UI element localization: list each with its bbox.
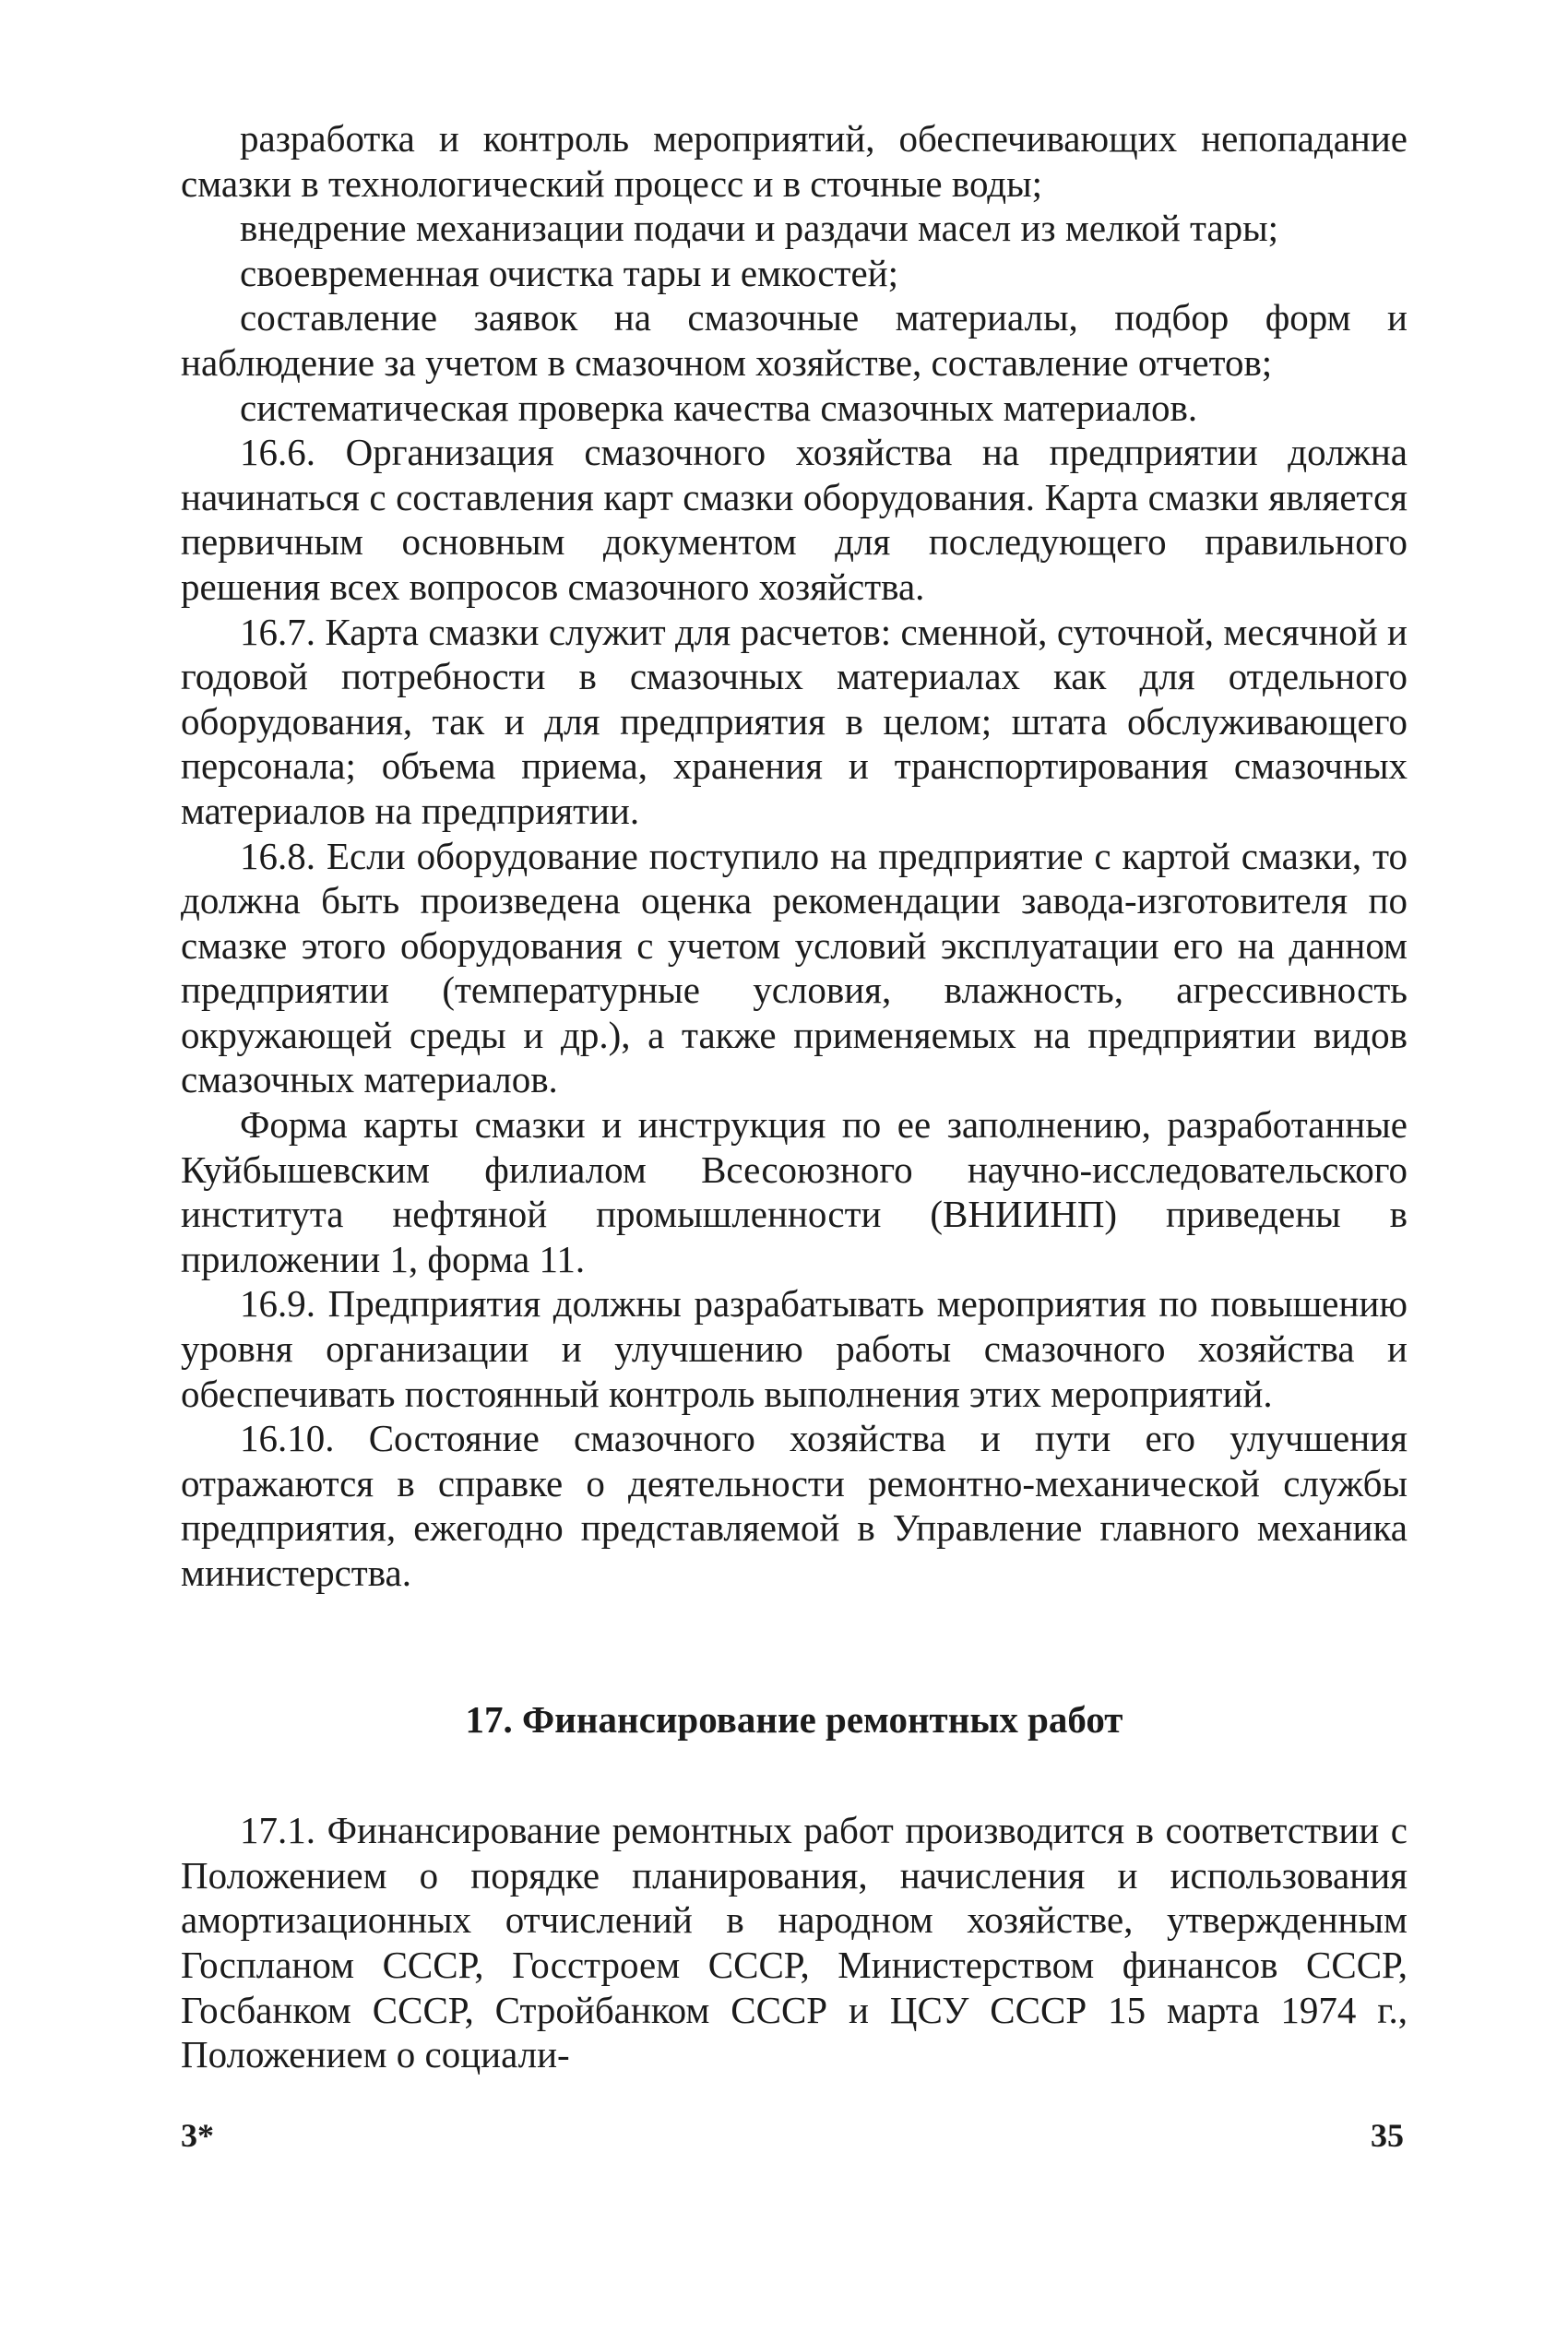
paragraph-16-9: 16.9. Предприятия должны разрабатывать мероприятия по повышению уровня организации и улучшению работы смазочного хозяйства и обеспечивать постоянный контроль выполнения этих мероприятий. bbox=[181, 1282, 1408, 1415]
paragraph-container-cleaning: своевременная очистка тары и емкостей; bbox=[240, 251, 898, 294]
paragraph-lubricant-ingress-control: разработка и контроль мероприятий, обеспечивающих непопадание смазки в технологический процесс и в сточные воды; bbox=[181, 117, 1408, 205]
paragraph-quality-check: систематическая проверка качества смазочных материалов. bbox=[240, 386, 1198, 429]
signature-mark: 3* bbox=[181, 2117, 214, 2154]
paragraph-mechanization: внедрение механизации подачи и раздачи масел из мелкой тары; bbox=[240, 207, 1279, 250]
paragraph-requests-and-reports: составление заявок на смазочные материалы, подбор форм и наблюдение за учетом в смазочном хозяйстве, составление отчетов; bbox=[181, 296, 1408, 384]
paragraph-16-7: 16.7. Карта смазки служит для расчетов: сменной, суточной, месячной и годовой потребности в смазочных материалах как для отдельного оборудования, так и для предприятия в целом; штата обслуживающего персонала; объема приема, хранения и транспортирования смазочных материалов на предприятии. bbox=[181, 610, 1408, 832]
section-17-heading: 17. Финансирование ремонтных работ bbox=[465, 1697, 1123, 1741]
paragraph-lubrication-card-form: Форма карты смазки и инструкция по ее заполнению, разработанные Куйбышевским филиалом Всесоюзного научно-исследовательского института нефтяной промышленности (ВНИИНП) приведены в приложении 1, форма 11. bbox=[181, 1103, 1408, 1280]
page-number: 35 bbox=[1371, 2117, 1404, 2154]
paragraph-16-10: 16.10. Состояние смазочного хозяйства и пути его улучшения отражаются в справке о деятельности ремонтно-механической службы предприятия, ежегодно представляемой в Управление главного механика министерства. bbox=[181, 1417, 1408, 1594]
paragraph-16-8: 16.8. Если оборудование поступило на предприятие с картой смазки, то должна быть произведена оценка рекомендации завода-изготовителя по смазке этого оборудования с учетом условий эксплуатации его на данном предприятии (температурные условия, влажность, агрессивность окружающей среды и др.), а также применяемых на предприятии видов смазочных материалов. bbox=[181, 834, 1408, 1101]
paragraph-16-6: 16.6. Организация смазочного хозяйства на предприятии должна начинаться с составления карт смазки оборудования. Карта смазки является первичным основным документом для последующего правильного решения всех вопросов смазочного хозяйства. bbox=[181, 431, 1408, 608]
section-16-continuation bbox=[181, 116, 1408, 1596]
paragraph-17-1: 17.1. Финансирование ремонтных работ производится в соответствии с Положением о порядке планирования, начисления и использования амортизационных отчислений в народном хозяйстве, утвержденным Госпланом СССР, Госстроем СССР, Министерством финансов СССР, Госбанком СССР, Стройбанком СССР и ЦСУ СССР 15 марта 1974 г., Положением о социали- bbox=[181, 1809, 1408, 2076]
page-body bbox=[181, 116, 1408, 2077]
section-17-body bbox=[181, 1808, 1408, 2077]
